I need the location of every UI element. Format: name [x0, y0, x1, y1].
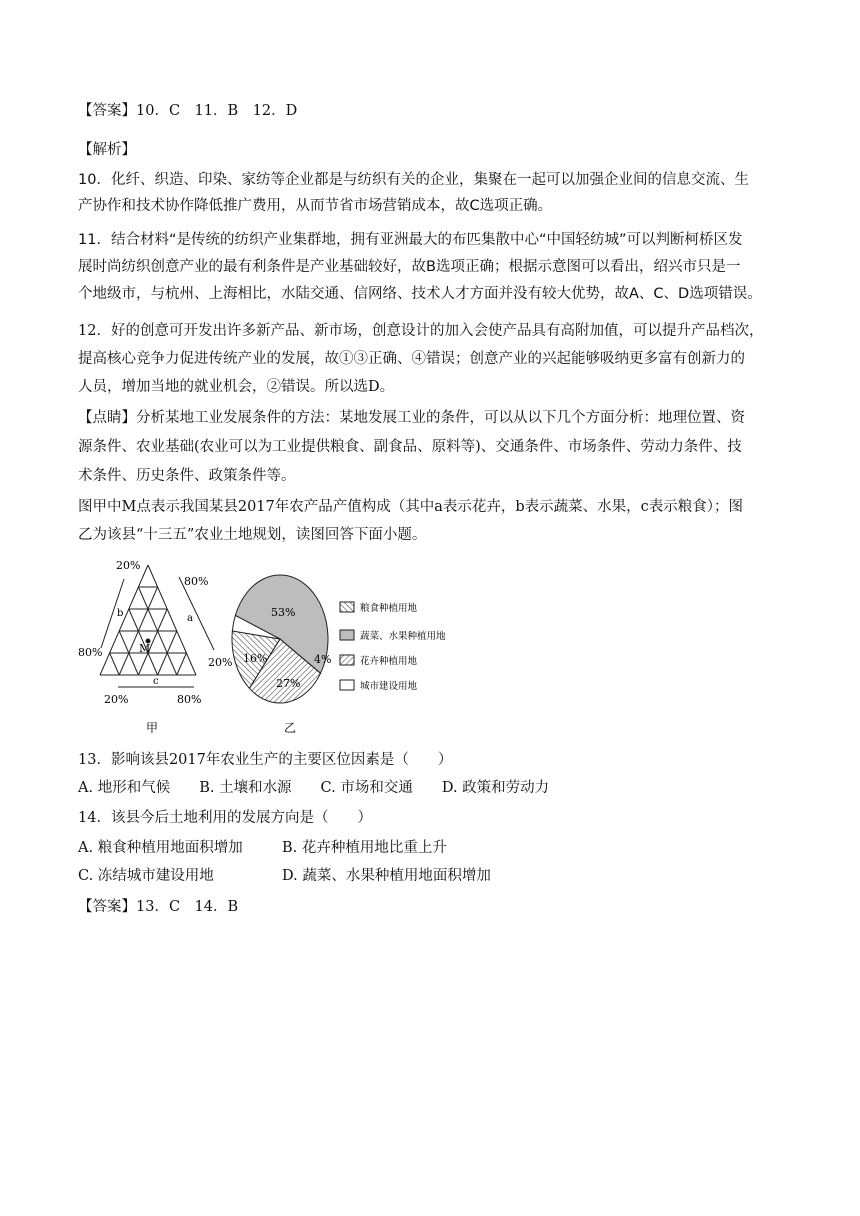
legend-swatch-vegetable [340, 630, 354, 640]
pie-slice-label: 4% [314, 653, 332, 666]
legend-swatch-flower [340, 655, 354, 665]
tri-axis-c: c [153, 676, 159, 687]
tri-point-m: M [139, 642, 151, 655]
pie-slice-label: 53% [271, 606, 296, 619]
legend-swatch-urban [340, 680, 354, 690]
legend-swatch-grain [340, 602, 354, 612]
q14-option-d: D. 蔬菜、水果种植用地面积增加 [282, 868, 491, 884]
q12-line-1: 12．好的创意可开发出许多新产品、新市场，创意设计的加入会使产品具有高附加值，可以提升产品档次， [78, 323, 764, 339]
caption-left: 甲 [146, 721, 159, 735]
q12-line-3: 人员，增加当地的就业机会，②错误。所以选D。 [78, 379, 395, 395]
q13-stem: 13．影响该县2017年农业生产的主要区位因素是（ ） [78, 752, 453, 768]
q12-line-2: 提高核心竞争力促进传统产业的发展，故①③正确、④错误；创意产业的兴起能够吸纳更多富有创新力的 [78, 351, 745, 367]
ternary-grid-line [110, 653, 120, 675]
tri-label-top-left: 20% [116, 559, 141, 572]
intro-line-2: 乙为该县“十三五”农业土地规划，读图回答下面小题。 [78, 527, 427, 543]
pie-slice-label: 27% [276, 677, 301, 690]
ternary-diagram [78, 559, 232, 735]
caption-right: 乙 [284, 721, 297, 735]
q14-option-a: A. 粮食种植用地面积增加 [78, 840, 243, 856]
tri-label-right: 20% [208, 656, 233, 669]
q11-line-1: 11．结合材料“是传统的纺织产业集群地，拥有亚洲最大的布匹集散中心“中国轻纺城”可以判断柯桥区发 [78, 232, 743, 248]
legend-label-grain: 粮食种植用地 [360, 603, 418, 614]
q11-line-2: 展时尚纺织创意产业的最有利条件是产业基础较好，故B选项正确；根据示意图可以看出，绍兴市只是一 [78, 259, 741, 275]
q11-line-3: 个地级市，与杭州、上海相比，水陆交通、信网络、技术人才方面并没有较大优势，故A、C、D选项错误。 [78, 286, 762, 302]
analysis-heading: 【解析】 [78, 142, 136, 158]
figure-svg [76, 555, 454, 737]
tip-line-2: 源条件、农业基础(农业可以为工业提供粮食、副食品、原料等)、交通条件、市场条件、劳动力条件、技 [78, 439, 742, 455]
legend-label-urban: 城市建设用地 [360, 681, 418, 692]
legend [340, 602, 446, 692]
q14-option-b: B. 花卉种植用地比重上升 [282, 840, 447, 856]
pie-chart [232, 575, 331, 703]
tri-label-left: 80% [78, 646, 103, 659]
ternary-grid-line [177, 653, 187, 675]
q14-stem: 14．该县今后土地利用的发展方向是（ ） [78, 810, 372, 826]
tip-line-1: 【点睛】分析某地工业发展条件的方法：某地发展工业的条件，可以从以下几个方面分析：地理位置、资 [78, 410, 745, 426]
q10-line-1: 10．化纤、织造、印染、家纺等企业都是与纺织有关的企业，集聚在一起可以加强企业间的信息交流、生 [78, 172, 749, 188]
ternary-grid-line [100, 565, 151, 675]
q14-option-c: C. 冻结城市建设用地 [78, 868, 214, 884]
legend-label-flower: 花卉种植用地 [360, 656, 418, 667]
pie-slice-label: 16% [243, 652, 268, 665]
tri-label-top-right: 80% [184, 575, 209, 588]
answer-13-14: 【答案】13．C 14．B [78, 899, 239, 915]
tri-axis-a: a [187, 613, 193, 624]
tri-label-bottom-left: 20% [104, 693, 129, 706]
legend-label-vegetable: 蔬菜、水果种植用地 [360, 631, 446, 642]
figure [76, 555, 454, 737]
intro-line-1: 图甲中M点表示我国某县2017年农产品产值构成（其中a表示花卉，b表示蔬菜、水果，c表示粮食）；图 [78, 499, 744, 515]
q10-line-2: 产协作和技术协作降低推广费用，从而节省市场营销成本，故C选项正确。 [78, 198, 553, 214]
answer-10-12: 【答案】10．C 11．B 12．D [78, 103, 298, 119]
tip-line-3: 术条件、历史条件、政策条件等。 [78, 468, 296, 484]
q13-options: A. 地形和气候 B. 土壤和水源 C. 市场和交通 D. 政策和劳动力 [78, 780, 550, 796]
tri-label-bottom-right: 80% [177, 693, 202, 706]
tri-axis-b: b [117, 608, 124, 619]
